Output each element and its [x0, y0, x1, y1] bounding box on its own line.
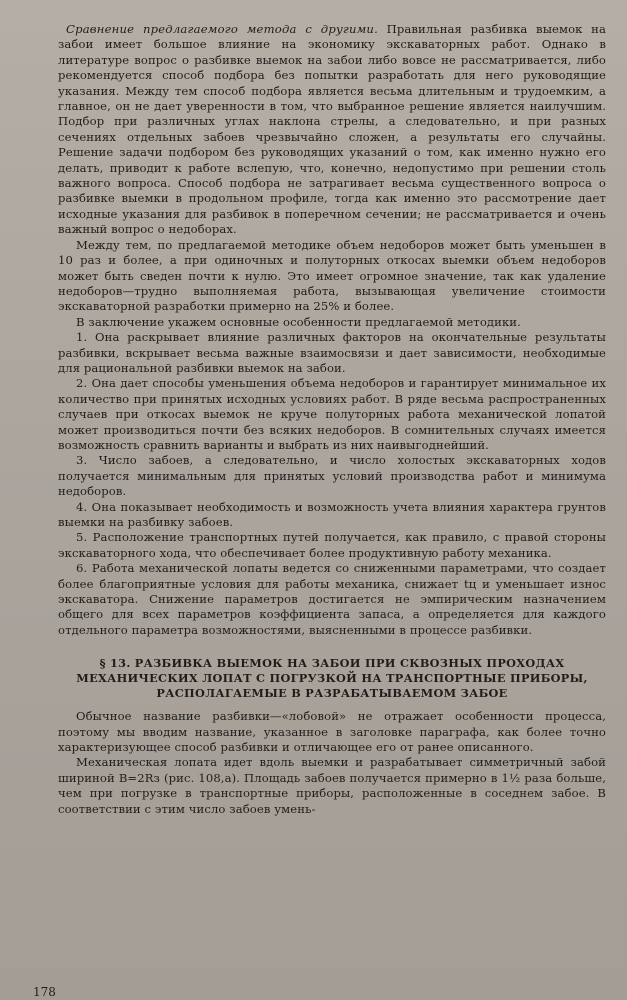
list-item-1: 1. Она раскрывает влияние различных факторов на окончательные результаты разбивки, вскрывает весьма важные взаимосвязи и дает зависимости, необходимые для рациональной разбивки выемок на забои. — [58, 330, 606, 375]
section-heading — [58, 656, 606, 701]
page-number: 178 — [33, 985, 56, 999]
paragraph-lead: Сравнение предлагаемого метода с другими. — [66, 22, 378, 36]
list-item-6: 6. Работа механической лопаты ведется со сниженными параметрами, что создает более благоприятные условия для работы механика, снижает tц и уменьшает износ экскаватора. Снижение параметров достигается не эмпирическим назначением общего для всех параметров коэффициента запаса, а определяется для каждого отдельного параметра возможностями, выясненными в процессе разбивки. — [58, 561, 606, 637]
paragraph-conclusion-intro: В заключение укажем основные особенности предлагаемой методики. — [76, 314, 521, 329]
section-heading-line: РАСПОЛАГАЕМЫЕ В РАЗРАБАТЫВАЕМОМ ЗАБОЕ — [156, 686, 508, 701]
paragraph-underbreak: Между тем, по предлагаемой методике объем недоборов может быть уменьшен в 10 раз и более, а при одиночных и полуторных откосах выемки объем недоборов может быть сведен почти к нулю. Это имеет огромное значение, так как удаление недоборов—трудно выполняемая работа, вызывающая увеличение стоимости экскаваторной разработки примерно на 25% и более. — [58, 237, 606, 314]
section-heading-line: § 13. РАЗБИВКА ВЫЕМОК НА ЗАБОИ ПРИ СКВОЗНЫХ ПРОХОДАХ — [99, 656, 565, 671]
list-item-4: 4. Она показывает необходимость и возможность учета влияния характера грунтов выемки на разбивку забоев. — [58, 499, 606, 529]
list-item-2: 2. Она дает способы уменьшения объема недоборов и гарантирует минимальное их количество при принятых исходных условиях работ. В ряде весьма распространенных случаев при откосах выемок не круче полуторных работа механической лопатой может производиться почти без всяких недоборов. В сомнительных случаях имеется возможность сравнить варианты и выбрать из них наивыгоднейший. — [58, 376, 606, 452]
page-body — [58, 22, 606, 817]
section-heading-line: МЕХАНИЧЕСКИХ ЛОПАТ С ПОГРУЗКОЙ НА ТРАНСПОРТНЫЕ ПРИБОРЫ, — [76, 671, 588, 686]
list-item-5: 5. Расположение транспортных путей получается, как правило, с правой стороны экскаваторного хода, что обеспечивает более продуктивную работу механика. — [58, 530, 606, 560]
paragraph-text: Правильная разбивка выемок на забои имеет большое влияние на экономику экскаваторных работ. Однако в литературе вопрос о разбивке выемок на забои либо вовсе не рассматривается, либо рекомендуется способ подбора без попытки разработать для него руководящие указания. Между тем способ подбора является весьма длительным и трудоемким, а главное, он не дает уверенности в том, что выбранное решение является наилучшим. Подбор при различных углах наклона стрелы, а следовательно, и при разных сечениях отдельных забоев чрезвычайно сложен, а результаты его случайны. Решение задачи подбором без руководящих указаний о том, как именно нужно его делать, приводит к работе вслепую, что, конечно, недопустимо при решении столь важного вопроса. Способ подбора не затрагивает весьма существенного вопроса о разбивке выемки в продольном профиле, тогда как именно это рассмотрение дает исходные указания для разбивок в поперечном сечении; не рассматривается и очень важный вопрос о недоборах. — [58, 22, 606, 237]
paragraph-section-intro: Обычное название разбивки—«лобовой» не отражает особенности процесса, поэтому мы вводим название, указанное в заголовке параграфа, как более точно характеризующее способ разбивки и отличающее его от ранее описанного. — [58, 709, 606, 755]
list-item-3: 3. Число забоев, а следовательно, и число холостых экскаваторных ходов получается минимальным для принятых условий производства работ и минимума недоборов. — [58, 453, 606, 499]
paragraph-section-shovel: Механическая лопата идет вдоль выемки и разрабатывает симметричный забой шириной B=2Rз (рис. 108,а). Площадь забоев получается примерно в 1½ раза больше, чем при погрузке в транспортные приборы, расположенные в соседнем забое. В соответствии с этим число забоев умень- — [58, 755, 606, 816]
paragraph-comparison — [58, 22, 606, 238]
